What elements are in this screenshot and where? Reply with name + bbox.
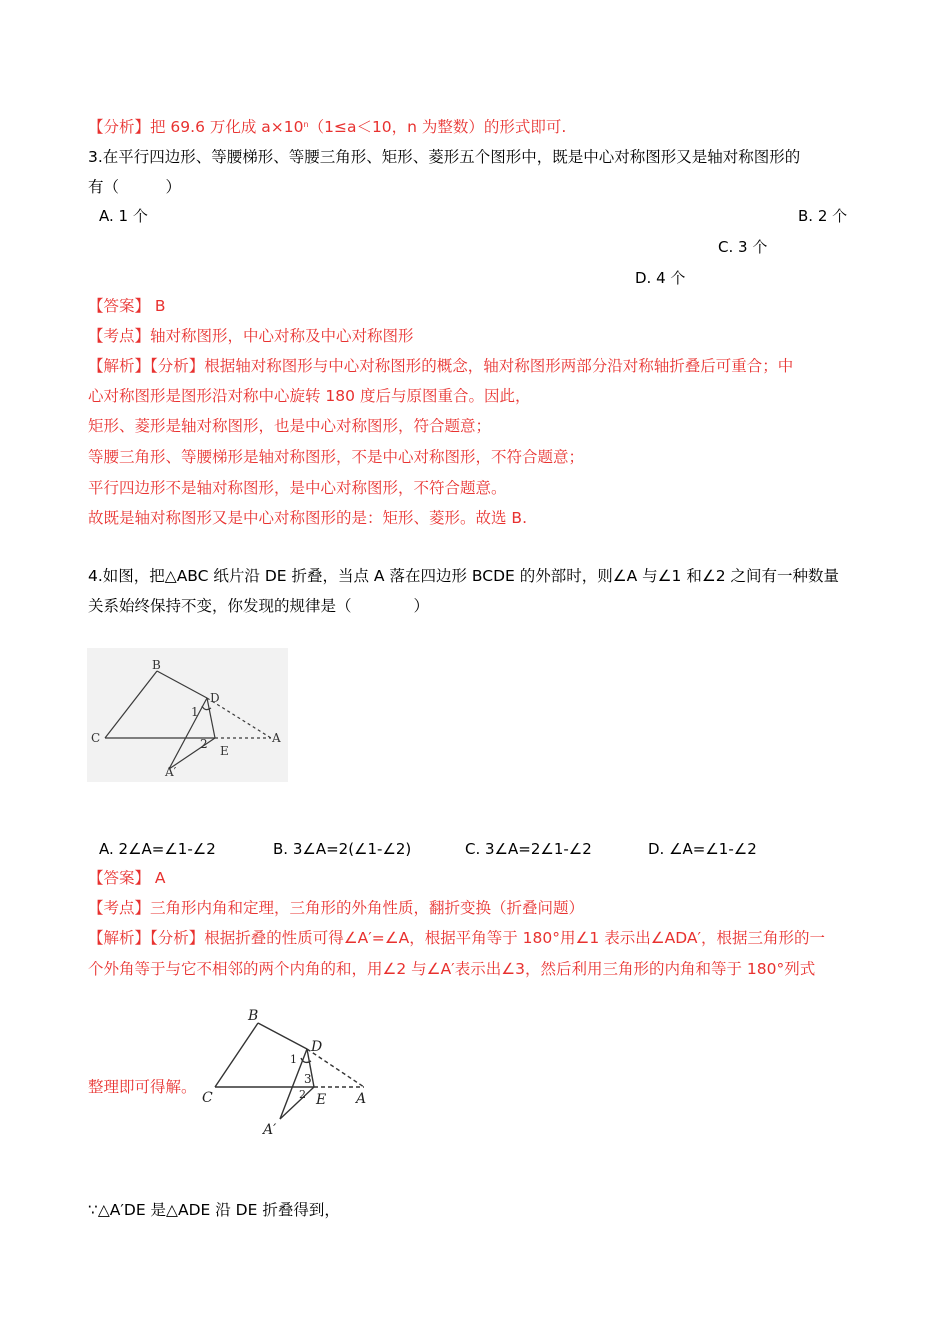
sol-label-b: B [248, 1008, 259, 1024]
label-b: B [152, 658, 161, 672]
sol-label-a: A [356, 1091, 367, 1107]
q3-option-b: B. 2 个 [798, 207, 848, 225]
q3-option-d: D. 4 个 [635, 269, 686, 287]
label-angle-1: 1 [191, 705, 199, 719]
q4-solution-figure [190, 1005, 375, 1145]
angle-1-arc [202, 706, 211, 710]
q3-answer: 【答案】 B [88, 297, 166, 315]
q4-option-a: A. 2∠A=∠1-∠2 [99, 840, 216, 858]
sol-edge-bc [215, 1023, 258, 1087]
q4-figure [87, 648, 288, 782]
q3-solution-line6: 故既是轴对称图形又是中心对称图形的是：矩形、菱形。故选 B. [88, 509, 527, 527]
q4-solution-line2: 个外角等于与它不相邻的两个内角的和，用∠2 与∠A′表示出∠3，然后利用三角形的内角和等于 180°列式 [88, 960, 816, 978]
sol-label-angle-3: 3 [304, 1072, 312, 1086]
q4-point: 【考点】三角形内角和定理，三角形的外角性质，翻折变换（折叠问题） [88, 899, 585, 917]
sol-label-angle-1: 1 [290, 1053, 297, 1066]
q3-stem-line2: 有（ ） [88, 178, 182, 196]
q3-option-c: C. 3 个 [718, 238, 768, 256]
sol-edge-bd [258, 1023, 307, 1049]
q4-stem-line2: 关系始终保持不变，你发现的规律是（ ） [88, 597, 430, 615]
q2-analysis-superscript: n [303, 120, 309, 129]
q4-option-b: B. 3∠A=2(∠1-∠2) [273, 840, 412, 858]
q4-figure-drawing [87, 648, 288, 782]
label-e: E [220, 744, 229, 758]
q3-option-a: A. 1 个 [99, 207, 148, 225]
q4-solution-figure-drawing [190, 1005, 375, 1145]
q3-solution-line5: 平行四边形不是轴对称图形，是中心对称图形，不符合题意。 [88, 479, 507, 497]
sol-edge-ea-prime [280, 1087, 314, 1119]
q3-solution-line3: 矩形、菱形是轴对称图形，也是中心对称图形，符合题意； [88, 417, 492, 435]
label-c: C [91, 731, 101, 745]
label-d: D [210, 691, 220, 705]
q3-solution-line1: 【解析】【分析】根据轴对称图形与中心对称图形的概念，轴对称图形两部分沿对称轴折叠后可重合；中 [88, 357, 794, 375]
label-angle-2: 2 [200, 737, 208, 751]
sol-label-angle-2: 2 [299, 1088, 306, 1101]
q4-option-d: D. ∠A=∠1-∠2 [648, 840, 757, 858]
q3-solution-line2: 心对称图形是图形沿对称中心旋转 180 度后与原图重合。因此， [88, 387, 531, 405]
q4-answer: 【答案】 A [88, 869, 166, 887]
q4-stem-line1: 4.如图，把△ABC 纸片沿 DE 折叠，当点 A 落在四边形 BCDE 的外部时，则∠A 与∠1 和∠2 之间有一种数量 [88, 567, 840, 585]
q2-analysis-text: 【分析】把 69.6 万化成 a×10 [88, 118, 304, 136]
label-a-prime: A′ [165, 765, 177, 779]
q4-solution-line3: 整理即可得解。 [88, 1078, 197, 1096]
q4-proof-start: ∵△A′DE 是△ADE 沿 DE 折叠得到， [88, 1201, 340, 1219]
sol-label-c: C [202, 1090, 213, 1106]
edge-bd [157, 671, 207, 698]
q3-point: 【考点】轴对称图形，中心对称及中心对称图形 [88, 327, 414, 345]
q2-analysis-text-end: （1≤a＜10，n 为整数）的形式即可. [308, 118, 567, 136]
edge-da-prime [169, 698, 207, 769]
edge-bc [105, 671, 157, 738]
sol-label-e: E [316, 1092, 327, 1108]
q4-solution-line1: 【解析】【分析】根据折叠的性质可得∠A′=∠A，根据平角等于 180°用∠1 表示出∠ADA′，根据三角形的一 [88, 929, 825, 947]
label-a: A [272, 731, 281, 745]
q2-analysis [88, 116, 566, 138]
sol-label-d: D [311, 1039, 323, 1055]
q3-stem-line1: 3.在平行四边形、等腰梯形、等腰三角形、矩形、菱形五个图形中，既是中心对称图形又是轴对称图形的 [88, 148, 801, 166]
q4-option-c: C. 3∠A=2∠1-∠2 [465, 840, 592, 858]
q3-solution-line4: 等腰三角形、等腰梯形是轴对称图形，不是中心对称图形，不符合题意； [88, 448, 585, 466]
sol-label-a-prime: A′ [263, 1122, 277, 1138]
